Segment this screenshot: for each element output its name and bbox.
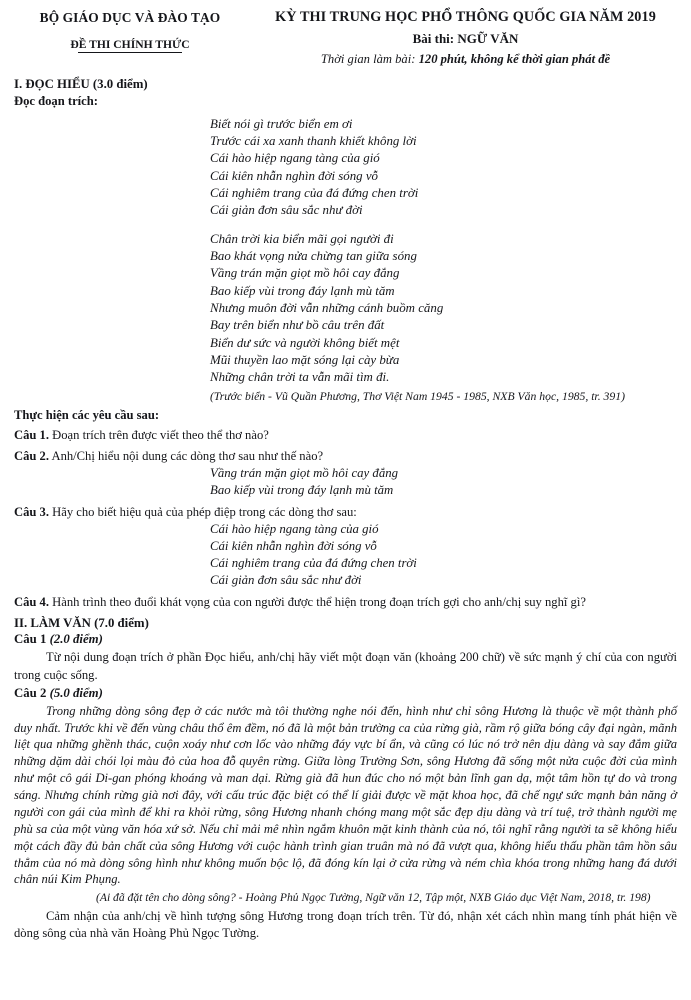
question-3 <box>14 504 677 521</box>
question-2 <box>14 448 677 465</box>
part-two-section <box>14 616 677 942</box>
part-two-question-2-points: (5.0 điểm) <box>49 685 103 700</box>
poem-line: Cái kiên nhẫn nghìn đời sóng vỗ <box>210 168 378 183</box>
part-two-question-1-text: Từ nội dung đoạn trích ở phần Đọc hiểu, anh/chị hãy viết một đoạn văn (khoảng 200 chữ) về sức mạnh ý chí của con người trong cuộc sống. <box>14 650 677 682</box>
poem-line: Vầng trán mặn giọt mồ hôi cay đắng <box>210 266 400 281</box>
quote-line: Cái giản đơn sâu sắc như đời <box>210 573 362 588</box>
exam-duration-value: 120 phút, không kể thời gian phát đề <box>418 52 611 66</box>
part-two-heading: II. LÀM VĂN (7.0 điểm) <box>14 616 149 631</box>
poem-line: Nhưng muôn đời vẫn những cánh buồm căng <box>210 301 444 316</box>
poem-line: Biết nói gì trước biển em ơi <box>210 116 353 131</box>
part-one-instruction: Đọc đoạn trích: <box>14 94 98 108</box>
poem-line: Những chân trời ta vẫn mãi tìm đi. <box>210 370 390 385</box>
quote-line: Cái kiên nhẫn nghìn đời sóng vỗ <box>210 538 377 553</box>
part-two-question-2-heading <box>14 686 677 701</box>
question-4 <box>14 594 677 611</box>
part-two-question-1-heading <box>14 632 677 647</box>
part-two-excerpt-citation: (Ai đã đặt tên cho dòng sông? - Hoàng Phủ Ngọc Tường, Ngữ văn 12, Tập một, NXB Giáo dục Việt Nam, 2018, tr. 198) <box>96 891 651 905</box>
poem-line: Trước cái xa xanh thanh khiết không lời <box>210 133 417 148</box>
poem-line: Biển dư sức và người không biết mệt <box>210 335 400 350</box>
header-right-block <box>254 8 677 67</box>
quote-line: Cái hào hiệp ngang tàng của gió <box>210 521 379 536</box>
question-3-text: Hãy cho biết hiệu quả của phép điệp trong các dòng thơ sau: <box>52 504 357 519</box>
question-3-label: Câu 3. <box>14 504 49 519</box>
poem-block <box>14 116 677 387</box>
question-4-label: Câu 4. <box>14 594 49 609</box>
poem-source-citation: (Trước biển - Vũ Quần Phương, Thơ Việt Nam 1945 - 1985, NXB Văn học, 1985, tr. 391) <box>210 389 625 403</box>
requirements-label: Thực hiện các yêu cầu sau: <box>14 407 160 422</box>
part-two-question-1-label: Câu 1 <box>14 632 47 647</box>
part-two-excerpt-text: Trong những dòng sông đẹp ở các nước mà tôi thường nghe nói đến, hình như chỉ sông Hương là thuộc về một thành phố duy nhất. Trước khi về đến vùng châu thổ êm đềm, nó đã là một bản trường ca của rừng già, rầm rộ giữa bóng cây đại ngàn, mãnh liệt qua những ghềnh thác, cuộn xoáy như cơn lốc vào những đáy vực bí ẩn, và cũng có lúc nó trở nên dịu dàng và say đắm giữa những dặm dài chói lọi màu đỏ của hoa đỗ quyên rừng. Giữa lòng Trường Sơn, sông Hương đã sống một nửa cuộc đời của mình như một cô gái Di-gan phóng khoáng và man dại. Rừng già đã hun đúc cho nó một bản lĩnh gan dạ, một tâm hồn tự do và trong sáng. Nhưng chính rừng già nơi đây, với cấu trúc đặc biệt có thể lí giải được về mặt khoa học, đã chế ngự sức mạnh bản năng ở người con gái của mình để khi ra khỏi rừng, sông Hương nhanh chóng mang một sắc đẹp dịu dàng và trí tuệ, trở thành người mẹ phù sa của một vùng văn hóa xứ sở. Nếu chỉ mải mê nhìn ngắm khuôn mặt kinh thành của nó, tôi nghĩ rằng người ta sẽ không hiểu một cách đầy đủ bản chất của sông Hương với cuộc hành trình gian truân mà nó đã vượt qua, không hiểu thấu phần tâm hồn sâu thẳm của nó mà dòng sông hình như không muốn bộc lộ, đã đóng kín lại ở cửa rừng và ném chìa khóa trong những hang đá dưới chân núi Kim Phụng. <box>14 703 677 887</box>
question-1-text: Đoạn trích trên được viết theo thể thơ nào? <box>52 428 269 443</box>
part-two-question-1-points: (2.0 điểm) <box>49 632 103 647</box>
question-2-text: Anh/Chị hiểu nội dung các dòng thơ sau như thế nào? <box>51 449 324 464</box>
question-2-quote <box>14 465 677 500</box>
exam-duration <box>254 52 677 67</box>
part-two-question-2-label: Câu 2 <box>14 685 47 700</box>
poem-line: Chân trời kia biển mãi gọi người đi <box>210 231 394 246</box>
stanza-separator <box>210 220 677 231</box>
quote-line: Cái nghiêm trang của đá đứng chen trời <box>210 556 417 571</box>
document-header <box>14 8 677 67</box>
ministry-name: BỘ GIÁO DỤC VÀ ĐÀO TẠO <box>39 10 221 25</box>
exam-duration-label: Thời gian làm bài: <box>320 52 416 66</box>
official-exam-stamp: ĐỀ THI CHÍNH THỨC <box>70 37 190 51</box>
question-4-text: Hành trình theo đuổi khát vọng của con người được thể hiện trong đoạn trích gợi cho anh/chị suy nghĩ gì? <box>52 594 586 609</box>
question-2-label: Câu 2. <box>14 449 49 464</box>
exam-subject-name: NGỮ VĂN <box>457 31 519 46</box>
part-two-question-2-task: Cảm nhận của anh/chị về hình tượng sông Hương trong đoạn trích trên. Từ đó, nhận xét cách nhìn mang tính phát hiện về dòng sông của nhà văn Hoàng Phủ Ngọc Tường. <box>14 909 677 941</box>
poem-line: Cái giản đơn sâu sắc như đời <box>210 203 363 218</box>
poem-line: Bao khát vọng nửa chừng tan giữa sóng <box>210 249 417 264</box>
exam-subject <box>254 31 677 47</box>
quote-line: Bao kiếp vùi trong đáy lạnh mù tăm <box>210 483 394 498</box>
part-one-section <box>14 77 677 610</box>
question-1 <box>14 427 677 444</box>
poem-line: Bay trên biển như bồ câu trên đất <box>210 318 385 333</box>
poem-line: Bao kiếp vùi trong đáy lạnh mù tăm <box>210 283 395 298</box>
exam-title: KỲ THI TRUNG HỌC PHỔ THÔNG QUỐC GIA NĂM 2019 <box>275 9 656 25</box>
part-two-excerpt <box>14 703 677 889</box>
quote-line: Vầng trán mặn giọt mồ hôi cay đắng <box>210 466 399 481</box>
exam-subject-label: Bài thi: <box>412 31 455 46</box>
header-left-block <box>14 8 246 53</box>
question-1-label: Câu 1. <box>14 428 49 443</box>
poem-line: Cái nghiêm trang của đá đứng chen trời <box>210 185 419 200</box>
part-one-heading: I. ĐỌC HIỂU (3.0 điểm) <box>14 77 148 91</box>
poem-line: Mũi thuyền lao mặt sóng lại cày bừa <box>210 353 400 368</box>
poem-line: Cái hào hiệp ngang tàng của gió <box>210 151 380 166</box>
question-3-quote <box>14 521 677 590</box>
